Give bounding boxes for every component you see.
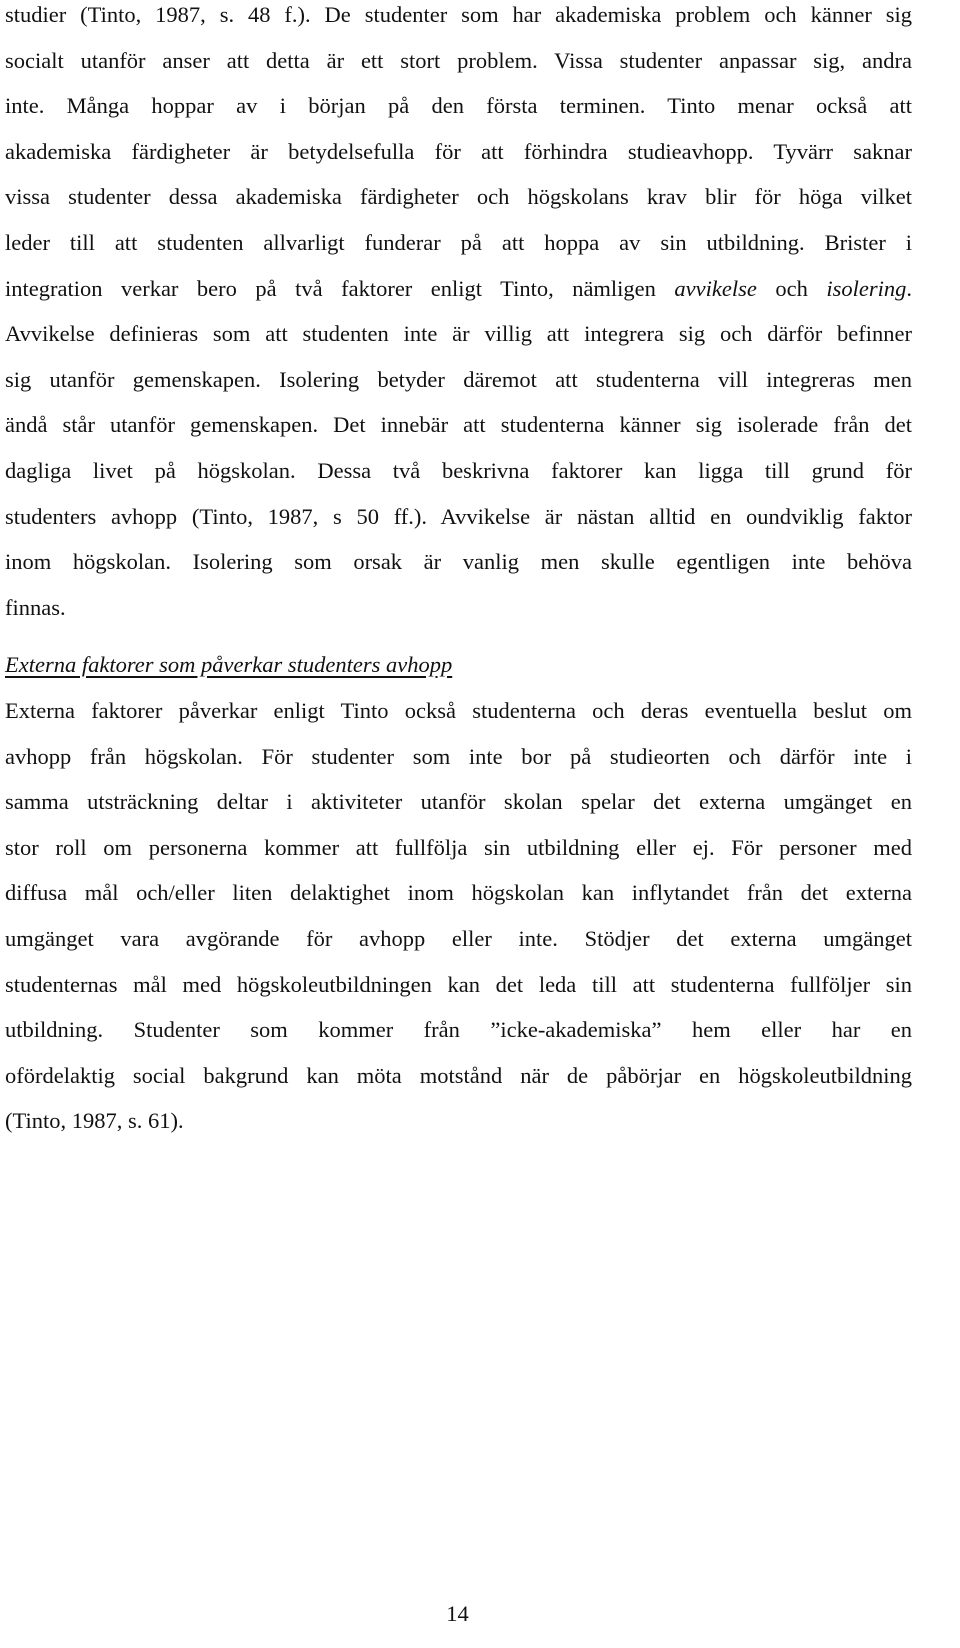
text-line: ofördelaktig social bakgrund kan möta motstånd när de påbörjar en högskoleutbildning: [5, 1062, 912, 1088]
term-isolering: isolering: [826, 275, 907, 301]
text-line-start: integration verkar bero på två faktorer enligt Tinto, nämligen: [5, 275, 656, 301]
text-line: stor roll om personerna kommer att fullfölja sin utbildning eller ej. För personer med: [5, 834, 912, 860]
text-line: samma utsträckning deltar i aktiviteter utanför skolan spelar det externa umgänget en: [5, 789, 912, 815]
text-line: avhopp från högskolan. För studenter som inte bor på studieorten och därför inte i: [5, 743, 912, 769]
text-line: dagliga livet på högskolan. Dessa två beskrivna faktorer kan ligga till grund för: [5, 457, 912, 483]
text-line: Externa faktorer påverkar enligt Tinto också studenterna och deras eventuella beslut om: [5, 698, 912, 723]
text-line: umgänget vara avgörande för avhopp eller inte. Stödjer det externa umgänget: [5, 925, 912, 951]
text-line: diffusa mål och/eller liten delaktighet inom högskolan kan inflytandet från det externa: [5, 880, 912, 906]
text-line: socialt utanför anser att detta är ett stort problem. Vissa studenter anpassar sig, andra: [5, 47, 912, 73]
body-paragraph: [5, 688, 912, 1144]
body-paragraph: [5, 0, 912, 630]
page-number: 14: [446, 1601, 469, 1626]
connector-word: och: [775, 275, 808, 301]
text-line: studenternas mål med högskoleutbildningen kan det leda till att studenterna fullföljer sin: [5, 971, 912, 997]
text-line: vissa studenter dessa akademiska färdigheter och högskolans krav blir för höga vilket: [5, 184, 912, 210]
text-line: finnas.: [5, 594, 66, 620]
text-line: integration verkar bero på två faktorer enligt Tinto, nämligen avvikelse och isolering.: [5, 275, 913, 301]
section-heading: Externa faktorer som påverkar studenters avhopp: [5, 652, 453, 677]
text-line: (Tinto, 1987, s. 61).: [5, 1108, 184, 1134]
text-line: ändå står utanför gemenskapen. Det innebär att studenterna känner sig isolerade från det: [5, 412, 912, 438]
text-line: studenters avhopp (Tinto, 1987, s 50 ff.). Avvikelse är nästan alltid en oundviklig faktor: [5, 503, 912, 529]
text-line: utbildning. Studenter som kommer från ”icke-akademiska” hem eller har en: [5, 1017, 912, 1043]
text-line: Avvikelse definieras som att studenten inte är villig att integrera sig och därför befinner: [5, 321, 912, 347]
text-line: studier (Tinto, 1987, s. 48 f.). De studenter som har akademiska problem och känner sig: [5, 2, 912, 27]
text-line: akademiska färdigheter är betydelsefulla för att förhindra studieavhopp. Tyvärr saknar: [5, 138, 912, 164]
text-line: sig utanför gemenskapen. Isolering betyder däremot att studenterna vill integreras men: [5, 366, 912, 392]
text-line: inom högskolan. Isolering som orsak är vanlig men skulle egentligen inte behöva: [5, 549, 912, 575]
term-avvikelse: avvikelse: [674, 275, 757, 301]
text-line: leder till att studenten allvarligt funderar på att hoppa av sin utbildning. Brister i: [5, 229, 912, 255]
text-line: inte. Många hoppar av i början på den första terminen. Tinto menar också att: [5, 93, 912, 119]
